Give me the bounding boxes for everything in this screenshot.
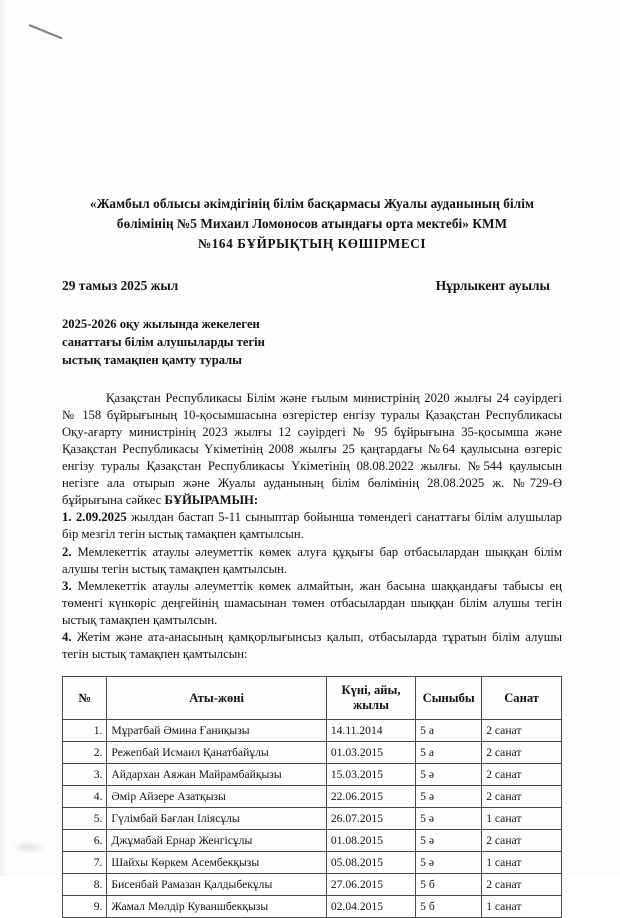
intro-paragraph (62, 390, 562, 510)
order-item-2-text: Мемлекеттік атаулы әлеуметтік көмек алуға құқығы бар отбасылардан шыққан білім алушы тегін ыстық тамақпен қамтылсын. (62, 544, 562, 576)
roster-cell-no: 1. (63, 720, 107, 742)
roster-cell-no: 6. (63, 830, 107, 852)
roster-cell-name: Айдархан Аяжан Майрамбайқызы (107, 764, 326, 786)
order-item-3-number: 3. (62, 578, 72, 593)
scan-smudge-artifact (12, 840, 46, 854)
table-row (63, 742, 562, 764)
roster-cell-name: Бисенбай Рамазан Қалдыбекұлы (107, 874, 326, 896)
roster-header (63, 677, 562, 720)
document-content (62, 0, 562, 918)
roster-cell-cat: 2 санат (482, 874, 562, 896)
roster-header-row (63, 677, 562, 720)
roster-cell-cat: 1 санат (482, 852, 562, 874)
subject-line-3: ыстық тамақпен қамту туралы (62, 352, 243, 367)
roster-cell-no: 8. (63, 874, 107, 896)
masthead-line-3: №164 БҰЙРЫҚТЫҢ КӨШІРМЕСІ (197, 236, 427, 252)
roster-cell-cat: 1 санат (482, 896, 562, 918)
roster-cell-no: 2. (63, 742, 107, 764)
order-item-3-text: Мемлекеттік атаулы әлеуметтік көмек алмайтын, жан басына шаққандағы табысы ең төменгі күнкөріс деңгейінің шамасынан төмен отбасылардан шыққан білім алушы тегін ыстық тамақпен қамтылсын. (62, 578, 562, 627)
roster-cell-no: 4. (63, 786, 107, 808)
roster-cell-name: Гүлімбай Бағлан Іліясұлы (107, 808, 326, 830)
scan-stray-mark-shadow-icon (28, 25, 60, 39)
roster-cell-dob: 26.07.2015 (326, 808, 415, 830)
order-item-1-lead: 2.09.2025 (75, 510, 127, 525)
subject-line-2: санаттағы білім алушыларды тегін (62, 335, 265, 350)
document-masthead (62, 194, 562, 254)
student-roster-table-wrap (62, 676, 562, 918)
roster-cell-class: 5 б (416, 874, 482, 896)
roster-cell-dob: 27.06.2015 (326, 874, 415, 896)
table-row (63, 896, 562, 918)
roster-cell-no: 7. (63, 852, 107, 874)
order-item-4 (62, 629, 562, 663)
roster-cell-class: 5 а (416, 742, 482, 764)
roster-cell-class: 5 а (416, 720, 482, 742)
document-date: 29 тамыз 2025 жыл (62, 278, 179, 294)
table-row (63, 808, 562, 830)
roster-col-class: Сыныбы (416, 677, 482, 720)
table-row (63, 852, 562, 874)
roster-cell-dob: 22.06.2015 (326, 786, 415, 808)
scan-stray-mark-icon (29, 24, 63, 39)
roster-cell-cat: 2 санат (482, 764, 562, 786)
roster-cell-no: 3. (63, 764, 107, 786)
roster-col-cat: Санат (482, 677, 562, 720)
order-item-1-text: жылдан бастап 5-11 сыныптар бойынша төмендегі санаттағы білім алушылар бір мезгіл тегін ыстық тамақпен қамтылсын. (62, 510, 562, 542)
order-item-3 (62, 578, 562, 629)
roster-cell-dob: 05.08.2015 (326, 852, 415, 874)
table-row (63, 874, 562, 896)
order-item-2 (62, 544, 562, 578)
roster-cell-name: Жамал Мөлдір Куваншбекқызы (107, 896, 326, 918)
roster-cell-dob: 15.03.2015 (326, 764, 415, 786)
roster-cell-cat: 2 санат (482, 720, 562, 742)
roster-cell-class: 5 ә (416, 786, 482, 808)
order-item-1 (62, 509, 562, 543)
roster-cell-class: 5 ә (416, 808, 482, 830)
order-item-2-number: 2. (62, 544, 72, 559)
order-item-1-number: 1. (62, 510, 72, 525)
roster-cell-no: 9. (63, 896, 107, 918)
roster-cell-class: 5 б (416, 896, 482, 918)
student-roster-table (62, 676, 562, 918)
order-item-4-text: Жетім және ата-анасының қамқорлығынсыз қалып, отбасыларда тұратын білім алушы тегін ыстық тамақпен қамтылсын: (62, 629, 562, 661)
order-item-4-number: 4. (62, 629, 72, 644)
roster-cell-name: Әмір Айзере Азатқызы (107, 786, 326, 808)
roster-cell-class: 5 ә (416, 830, 482, 852)
roster-cell-name: Режепбай Исмаил Қанатбайұлы (107, 742, 326, 764)
roster-cell-class: 5 ә (416, 764, 482, 786)
document-body (62, 390, 562, 663)
masthead-line-1: «Жамбыл облысы әкімдігінің білім басқармасы Жуалы ауданының білім (89, 196, 535, 211)
document-place: Нұрлыкент ауылы (435, 278, 550, 294)
subject-line-1: 2025-2026 оқу жылында жекелеген (62, 317, 260, 332)
roster-cell-name: Мұратбай Әмина Ғаниқызы (107, 720, 326, 742)
table-row (63, 720, 562, 742)
roster-cell-cat: 2 санат (482, 786, 562, 808)
roster-cell-class: 5 ә (416, 852, 482, 874)
roster-cell-cat: 1 санат (482, 808, 562, 830)
date-place-row (62, 278, 562, 294)
roster-cell-dob: 01.03.2015 (326, 742, 415, 764)
roster-cell-dob: 02.04.2015 (326, 896, 415, 918)
intro-paragraph-order-word: БҰЙЫРАМЫН: (164, 493, 259, 508)
intro-paragraph-text: Қазақстан Республикасы Білім және ғылым министрінің 2020 жылғы 24 сәуірдегі № 158 бұйрығының 10-қосымшасына өзгерістер енгізу туралы Қазақстан Республикасы Оқу-ағарту министрінің 2023 жылғы 12 сәуірдегі № 95 бұйрығына 35-қосымша және Қазақстан Республикасы Үкіметінің 2008 жылғы 25 қаңтардағы №64 қаулысына өзгеріс енгізу туралы Қазақстан Республикасы Үкіметінің 08.08.2022 жылғы. №544 қаулысын негізге ала отырып және Жуалы ауданының білім бөлімінің 28.08.2025 ж. №729-Ө бұйрығына сәйкес (62, 390, 562, 508)
roster-col-dob: Күні, айы, жылы (326, 677, 415, 720)
roster-cell-name: Шайхы Көркем Асембекқызы (107, 852, 326, 874)
roster-col-no: № (63, 677, 107, 720)
roster-cell-dob: 01.08.2015 (326, 830, 415, 852)
roster-cell-no: 5. (63, 808, 107, 830)
scan-edge-artifact (0, 0, 7, 876)
roster-col-name: Аты-жөні (107, 677, 326, 720)
document-subject (62, 316, 362, 370)
roster-body (63, 720, 562, 918)
masthead-line-2: бөлімінің №5 Михаил Ломоносов атындағы орта мектебі» КММ (116, 216, 508, 232)
roster-cell-cat: 2 санат (482, 742, 562, 764)
roster-cell-cat: 2 санат (482, 830, 562, 852)
table-row (63, 786, 562, 808)
roster-cell-dob: 14.11.2014 (326, 720, 415, 742)
table-row (63, 830, 562, 852)
roster-cell-name: Джұмабай Ернар Женгісұлы (107, 830, 326, 852)
table-row (63, 764, 562, 786)
